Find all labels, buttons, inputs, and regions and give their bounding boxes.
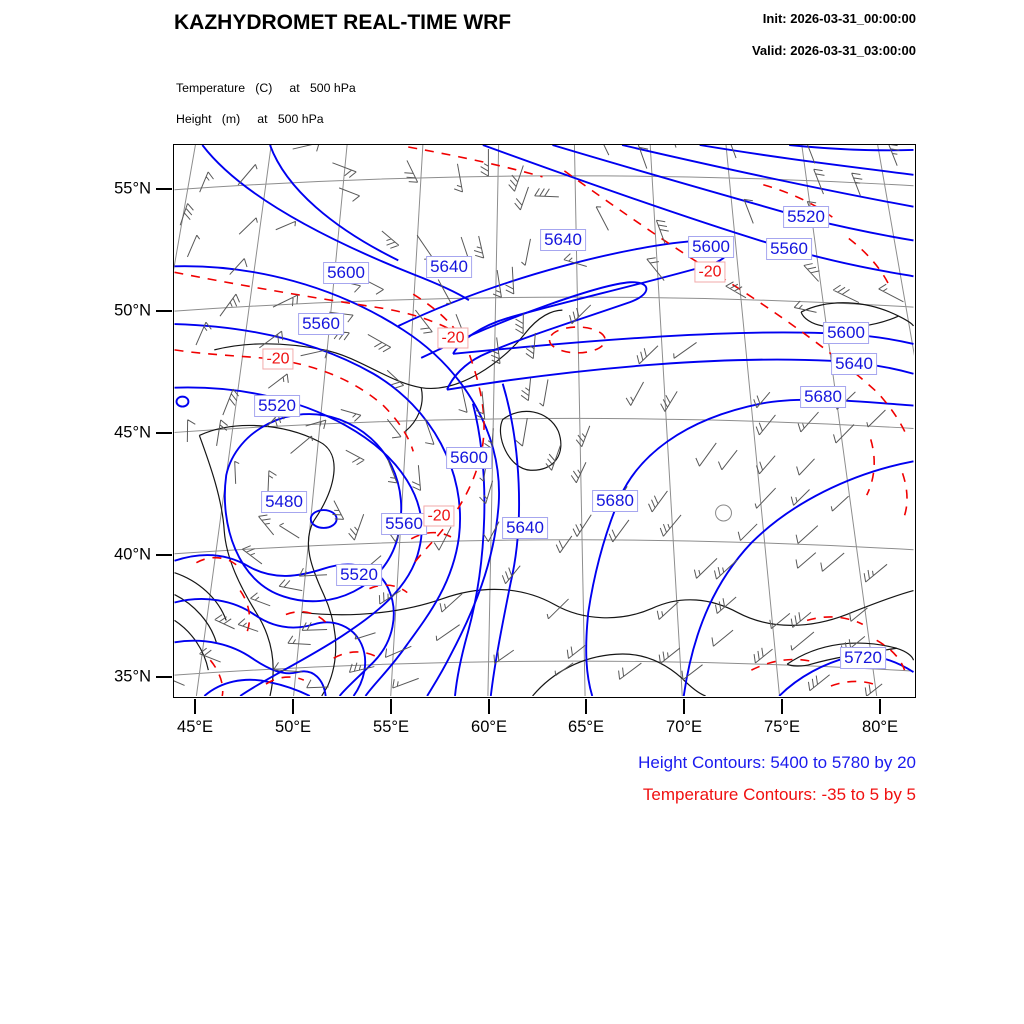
height-contour-label: 5640 <box>540 229 586 251</box>
height-contour-label: 5600 <box>823 322 869 344</box>
lon-tick <box>781 699 783 714</box>
height-contour-label: 5520 <box>254 395 300 417</box>
height-contour-label: 5560 <box>766 238 812 260</box>
lon-axis-label: 50°E <box>275 718 311 736</box>
lon-axis-label: 75°E <box>764 718 800 736</box>
run-timestamps <box>752 11 916 59</box>
lat-axis-label: 40°N <box>114 545 151 564</box>
lon-tick <box>390 699 392 714</box>
lon-tick <box>585 699 587 714</box>
temperature-contours-caption: Temperature Contours: -35 to 5 by 5 <box>642 785 916 804</box>
lon-tick <box>683 699 685 714</box>
height-contour-label: 5520 <box>336 564 382 586</box>
lon-tick <box>194 699 196 714</box>
init-timestamp: Init: 2026-03-31_00:00:00 <box>762 11 916 26</box>
height-contour-label: 5640 <box>502 517 548 539</box>
lat-axis-label: 55°N <box>114 179 151 198</box>
lon-axis-label: 45°E <box>177 718 213 736</box>
lat-tick <box>156 554 172 556</box>
lon-tick <box>292 699 294 714</box>
height-contour-label: 5480 <box>261 491 307 513</box>
height-contour-label: 5680 <box>592 490 638 512</box>
legend-temperature-line: Temperature (C) at 500 hPa <box>176 81 356 95</box>
lon-axis-label: 60°E <box>471 718 507 736</box>
height-contour-label: 5600 <box>323 262 369 284</box>
lat-tick <box>156 432 172 434</box>
height-contours-caption: Height Contours: 5400 to 5780 by 20 <box>638 753 916 772</box>
height-contour-label: 5560 <box>298 313 344 335</box>
height-contour-label: 5640 <box>426 256 472 278</box>
temperature-contour-label: -20 <box>423 506 454 527</box>
lon-axis-label: 80°E <box>862 718 898 736</box>
lon-tick <box>879 699 881 714</box>
lat-tick <box>156 310 172 312</box>
lon-axis-label: 55°E <box>373 718 409 736</box>
height-contour-label: 5600 <box>688 236 734 258</box>
lat-tick <box>156 188 172 190</box>
height-contour-label: 5560 <box>381 513 427 535</box>
height-contour-label: 5600 <box>446 447 492 469</box>
lat-axis-label: 35°N <box>114 667 151 686</box>
height-contour-label: 5640 <box>831 353 877 375</box>
lon-axis-label: 70°E <box>666 718 702 736</box>
temperature-contour-label: -20 <box>694 262 725 283</box>
lon-axis-label: 65°E <box>568 718 604 736</box>
height-contour-label: 5720 <box>840 647 886 669</box>
temperature-contour-label: -20 <box>262 349 293 370</box>
page-title: KAZHYDROMET REAL-TIME WRF <box>174 11 512 34</box>
temperature-contour-label: -20 <box>437 328 468 349</box>
height-contour-label: 5520 <box>783 206 829 228</box>
map-plot-area <box>173 144 916 698</box>
legend-height-line: Height (m) at 500 hPa <box>176 111 324 126</box>
lat-axis-label: 45°N <box>114 423 151 442</box>
lat-axis-label: 50°N <box>114 301 151 320</box>
lat-tick <box>156 676 172 678</box>
lon-tick <box>488 699 490 714</box>
height-contour-label: 5680 <box>800 386 846 408</box>
valid-timestamp: Valid: 2026-03-31_03:00:00 <box>751 43 916 58</box>
